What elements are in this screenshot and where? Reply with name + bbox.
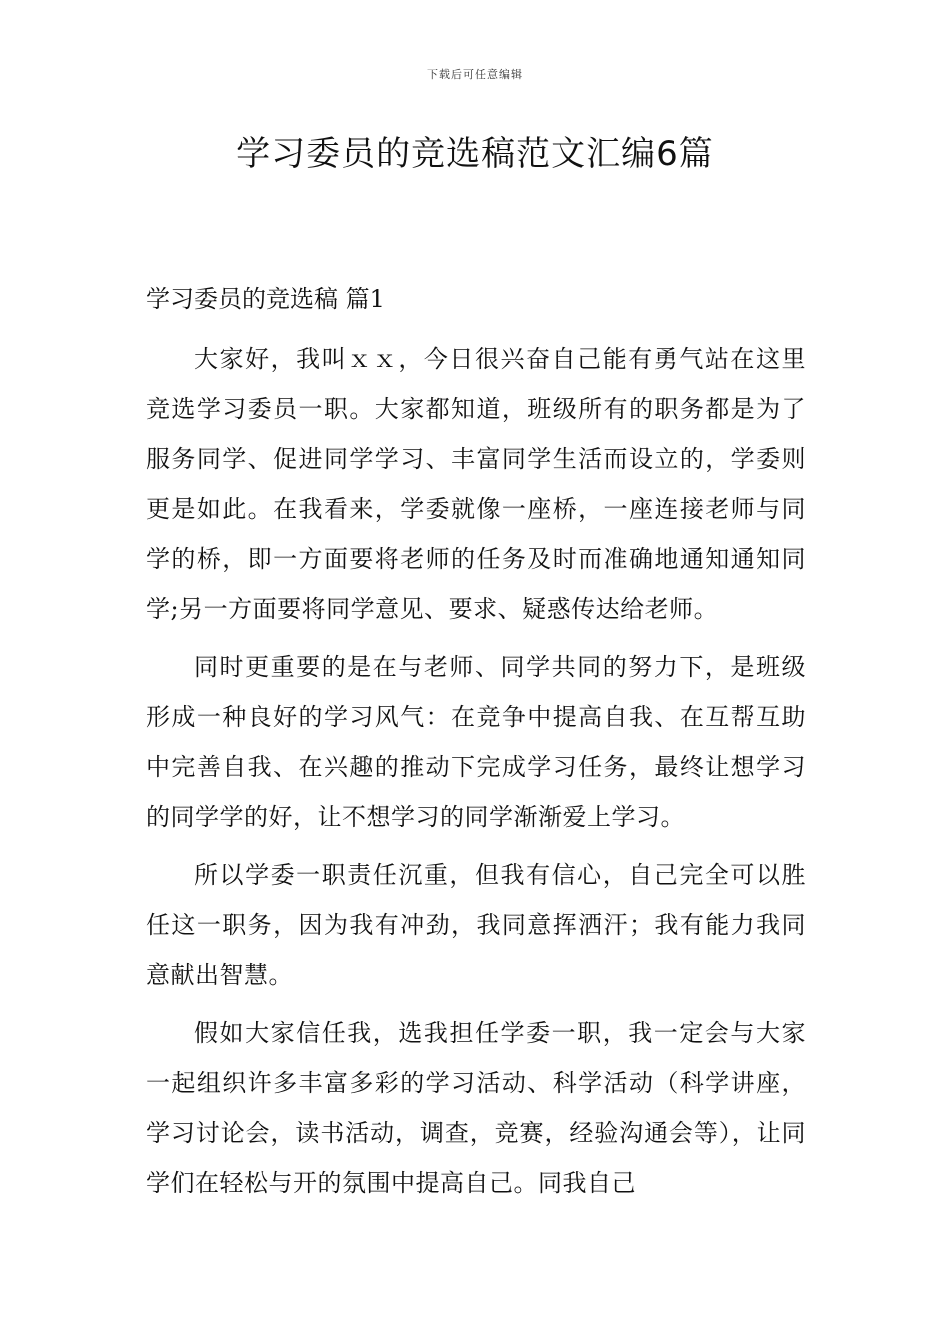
section-heading: 学习委员的竞选稿 篇1 [146, 285, 385, 313]
document-body [146, 282, 806, 1216]
paragraph-3: 所以学委一职责任沉重，但我有信心，自己完全可以胜任这一职务，因为我有冲劲，我同意挥洒汗；我有能力我同意献出智慧。 [146, 861, 806, 989]
paragraph-4: 假如大家信任我，选我担任学委一职，我一定会与大家一起组织许多丰富多彩的学习活动、科学活动（科学讲座，学习讨论会，读书活动，调查，竞赛，经验沟通会等），让同学们在轻松与开的氛围中提高自己。同我自己 [146, 1019, 806, 1197]
paragraph-1: 大家好，我叫ｘｘ，今日很兴奋自己能有勇气站在这里竞选学习委员一职。大家都知道，班级所有的职务都是为了服务同学、促进同学学习、丰富同学生活而设立的，学委则更是如此。在我看来，学委就像一座桥，一座连接老师与同学的桥，即一方面要将老师的任务及时而准确地通知通知同学;另一方面要将同学意见、要求、疑惑传达给老师。 [146, 345, 806, 623]
paragraph-2: 同时更重要的是在与老师、同学共同的努力下，是班级形成一种良好的学习风气：在竞争中提高自我、在互帮互助中完善自我、在兴趣的推动下完成学习任务，最终让想学习的同学学的好，让不想学习的同学渐渐爱上学习。 [146, 653, 806, 831]
document-title: 学习委员的竞选稿范文汇编6篇 [236, 134, 714, 174]
header-note: 下载后可任意编辑 [427, 68, 523, 81]
